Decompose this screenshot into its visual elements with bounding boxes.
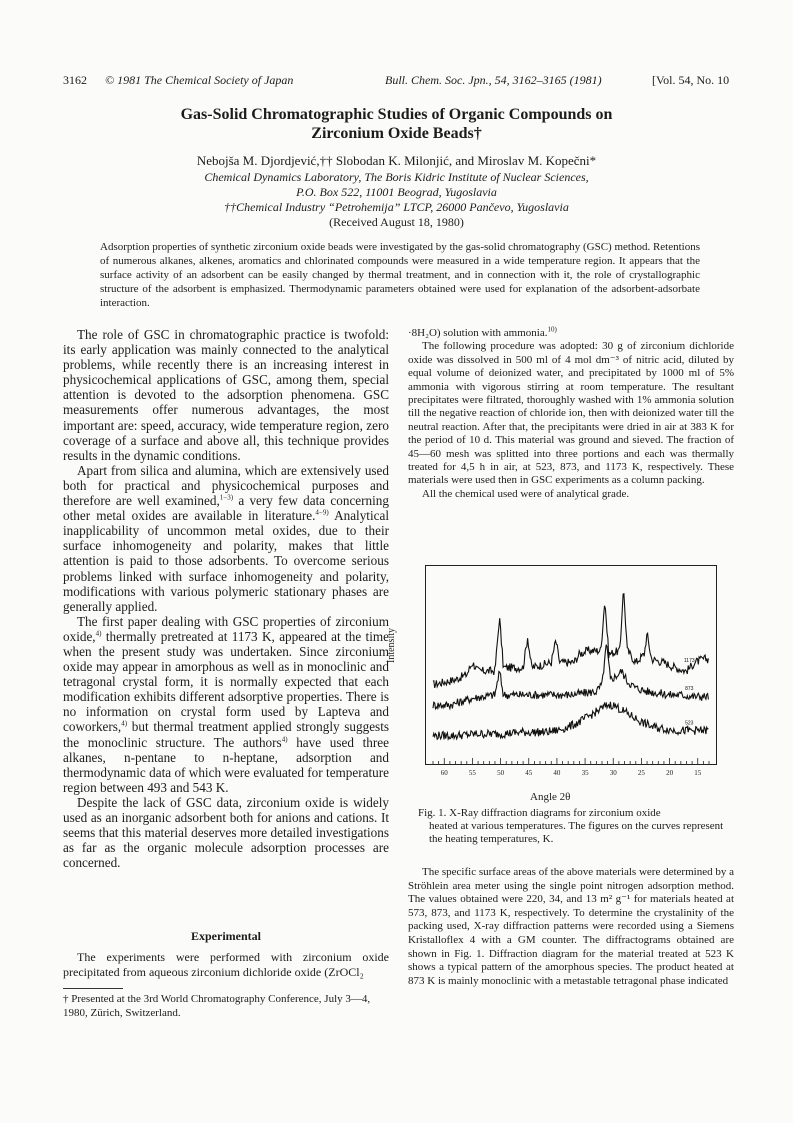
text-run: a very few data concerning other metal oxides are available in literature.: [63, 493, 389, 524]
reference-superscript: 4): [95, 629, 102, 638]
reference-superscript: 4): [281, 735, 288, 744]
reagents-paragraph: All the chemical used were of analytical grade.: [422, 487, 630, 500]
intro-paragraph-2: [63, 463, 389, 614]
procedure-paragraph: The following procedure was adopted: 30 g of zirconium dichloride oxide was dissolved in 500 ml of 4 mol dm⁻³ of nitric acid, diluted by equal volume of deionized water, and precipitated by 1000 ml of 5% ammonia with vigorous stirring at room temperature. The resultant precipitates were filtrated, thoroughly washed with 1% ammonia solution till the negative reaction of chloride ion, then with deionized water till the neutral reaction. After that, the precipitants were dried in air at 383 K for the period of 10 d. This material was ground and sieved. The fraction of 45—60 mesh was splitted into three portions and each was thermally treated for 4,5 h in air, at 523, 873, and 1173 K, respectively. These materials were used then in GSC experiments as a column packing.: [408, 340, 734, 487]
caption-rest: heated at various temperatures. The figures on the curves represent the heating temperatures, K.: [429, 820, 724, 846]
text-run: The first paper dealing with GSC properties of zirconium oxide,: [63, 613, 389, 644]
reference-superscript: 4−9): [315, 508, 329, 517]
x-tick-label: 25: [637, 769, 645, 777]
xrd-figure: [425, 565, 717, 777]
curve-873: [433, 645, 708, 709]
affiliation-1: Chemical Dynamics Laboratory, The Boris Kidric Institute of Nuclear Sciences,: [204, 170, 589, 184]
text-run: Apart from silica and alumina, which are extensively used both for practical and physicochemical purposes and therefore are well examined,: [63, 462, 389, 509]
curve-label-873: 873: [685, 686, 694, 693]
figure-caption: [418, 807, 734, 847]
intro-paragraph-4: Despite the lack of GSC data, zirconium oxide is widely used as an inorganic adsorbent both for anions and cations. It seems that this material deserves more detailed investigations as far as the organic molecule adsorption processes are concerned.: [63, 794, 389, 871]
x-tick-label: 30: [609, 769, 617, 777]
text-run: Analytical inapplicability of uncommon metal oxides, due to their surface inhomogeneity and polarity, makes that little attention is paid to those adsorbents. To overcome serious problems linked with surface inhomogeneity and polarity, modifications with various polymeric stationary phases are generally applied.: [63, 508, 390, 614]
paper-title: [90, 105, 703, 143]
x-tick-label: 35: [581, 769, 589, 777]
reference-superscript: 10): [547, 325, 557, 334]
y-axis-label: Intensity: [386, 628, 397, 663]
curve-523: [433, 702, 708, 740]
affiliation-3: ††Chemical Industry “Petrohemija” LTCP, 26000 Pančevo, Yugoslavia: [224, 200, 569, 214]
reference-superscript: 4): [121, 720, 128, 729]
caption-line-1: Fig. 1. X-Ray diffraction diagrams for zirconium oxide: [418, 807, 661, 819]
x-tick-label: 45: [525, 769, 533, 777]
experimental-paragraph-1: The experiments were performed with zirconium oxide precipitated from aqueous zirconium dichloride oxide (ZrOCl₂: [63, 950, 389, 979]
x-tick-label: 55: [468, 769, 476, 777]
copyright-line: [105, 73, 293, 88]
x-tick-label: 20: [666, 769, 674, 777]
journal-citation: [385, 73, 602, 88]
volume-info: [Vol. 54, No. 10: [652, 73, 730, 87]
x-axis-label: Angle 2θ: [530, 791, 571, 803]
x-tick-label: 50: [497, 769, 505, 777]
left-column-experimental: [63, 950, 389, 979]
surface-area-paragraph: The specific surface areas of the above materials were determined by a Ströhlein area meter using the single point nitrogen adsorption method. The values obtained were 220, 34, and 13 m² g⁻¹ for materials heated at 573, 873, and 1173 K, respectively. To determine the crystalinity of the packing used, X-ray diffraction patterns were recorded using a Siemens Kristalloflex 4 with a GM counter. The diffractograms obtained are shown in Fig. 1. Diffraction diagram for the material treated at 523 K shows a typical pattern of the amorphous species. The product heated at 873 K is mainly monoclinic with a metastable tetragonal phase indicated: [408, 866, 734, 987]
x-tick-label: 60: [440, 769, 448, 777]
curve-1173: [433, 594, 708, 688]
x-tick-label: 15: [694, 769, 702, 777]
text-run: ·8H₂O) solution with ammonia.: [408, 327, 548, 339]
affiliation-2: P.O. Box 522, 11001 Beograd, Yugoslavia: [296, 185, 497, 199]
footnote: † Presented at the 3rd World Chromatography Conference, July 3—4, 1980, Zürich, Switzerland.: [63, 993, 371, 1019]
title-line-2: Zirconium Oxide Beads†: [311, 125, 482, 142]
left-column: [63, 327, 389, 870]
text-run: thermally pretreated at 1173 K, appeared at the time when the present study was undertaken. Since zirconium oxide may appear in amorphous as well as in monoclinic and tetragonal crystal form, it is normally expected that each modification exhibits different adsorptive properties. There is no information on crystal form used by Lapteva and coworkers,: [63, 628, 389, 735]
copyright-text: © 1981 The Chemical Society of Japan: [105, 73, 294, 87]
section-heading-experimental: Experimental: [191, 929, 261, 943]
intro-paragraph-1: The role of GSC in chromatographic practice is twofold: its early application was mainly connected to the analytical problems, while recently there is an increasing interest in physicochemical applications of GSC, among them, special attention is devoted to the adsorption phenomena. GSC measurements offer numerous advantages, the most important are: speed, accuracy, wide temperature region, zero coverage of a surface and above all, this technique provides results in the dynamic conditions.: [63, 327, 389, 463]
received-date: (Received August 18, 1980): [329, 215, 464, 229]
text-run: have used three alkanes, n-pentane to n-heptane, adsorption and thermodynamic data of which were evaluated for temperature region between 493 and 543 K.: [63, 734, 389, 795]
curve-label-523: 523: [685, 720, 694, 727]
experimental-continuation: [408, 327, 734, 340]
right-column-top: [408, 327, 734, 501]
page-number: 3162: [63, 73, 87, 87]
citation-text: Bull. Chem. Soc. Jpn., 54, 3162–3165 (1981): [385, 73, 602, 87]
right-column-bottom: [408, 866, 734, 988]
abstract: Adsorption properties of synthetic zirconium oxide beads were investigated by the gas-solid chromatography (GSC) method. Retentions of numerous alkanes, alkenes, aromatics and chlorinated compounds were measured in a wide temperature region. It appears that the surface activity of an adsorbent can be easily changed by thermal treatment, and in connection with it, the role of crystallographic structure of the adsorbent is emphasized. Thermodynamic parameters obtained were used for explanation of the adsorbent-adsorbate interaction.: [100, 241, 700, 309]
diffraction-curves: [433, 594, 708, 740]
x-tick-label: 40: [553, 769, 561, 777]
title-line-1: Gas-Solid Chromatographic Studies of Organic Compounds on: [180, 106, 613, 123]
x-axis-ticks: [425, 758, 717, 777]
reference-superscript: 1−3): [219, 493, 234, 502]
footnote-rule: [63, 988, 123, 989]
curve-label-1173: 1173: [683, 658, 695, 665]
intro-paragraph-3: [63, 614, 389, 795]
text-run: but thermal treatment applied strongly suggests the monoclinic structure. The authors: [63, 719, 389, 750]
author-list: Nebojša M. Djordjević,†† Slobodan K. Milonjić, and Miroslav M. Kopečni*: [196, 153, 597, 168]
